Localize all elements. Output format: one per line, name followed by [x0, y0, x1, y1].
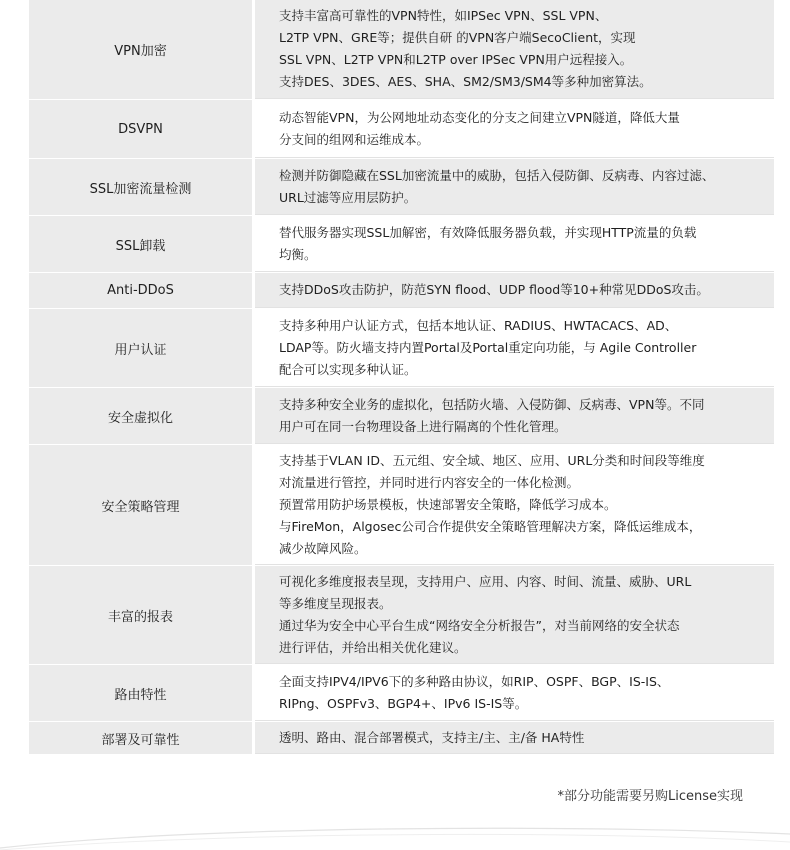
description-line: 替代服务器实现SSL加解密，有效降低服务器负载，并实现HTTP流量的负载 — [279, 224, 697, 240]
description-line: L2TP VPN、GRE等；提供自研 的VPN客户端SecoClient，实现 — [279, 30, 636, 45]
description-line: SSL VPN、L2TP VPN和L2TP over IPSec VPN用户远程接入。 — [279, 52, 633, 67]
feature-name: Anti-DDoS — [29, 273, 255, 308]
feature-description — [255, 100, 774, 158]
table-row — [29, 159, 774, 216]
description-line: 预置常用防护场景模板，快速部署安全策略，降低学习成本。 — [279, 496, 617, 512]
feature-name: SSL卸载 — [29, 216, 255, 272]
feature-name: 路由特性 — [29, 665, 255, 721]
description-line: 支持基于VLAN ID、五元组、安全域、地区、应用、URL分类和时间段等维度 — [279, 452, 705, 468]
description-line: 可视化多维度报表呈现，支持用户、应用、内容、时间、流量、威胁、URL — [279, 573, 692, 589]
description-line: 等多维度呈现报表。 — [279, 595, 392, 611]
feature-description — [255, 722, 774, 754]
feature-name: 安全策略管理 — [29, 445, 255, 565]
description-line: 支持多种用户认证方式，包括本地认证、RADIUS、HWTACACS、AD、 — [279, 317, 678, 333]
description-line: 与FireMon，Algosec公司合作提供安全策略管理解决方案，降低运维成本， — [279, 518, 702, 534]
table-row — [29, 665, 774, 722]
table-row — [29, 566, 774, 665]
description-line: 减少故障风险。 — [279, 540, 367, 556]
feature-name: SSL加密流量检测 — [29, 159, 255, 215]
feature-description — [255, 216, 774, 272]
description-line: 透明、路由、混合部署模式，支持主/主、主/备 HA特性 — [279, 729, 585, 745]
description-line: RIPng、OSPFv3、BGP4+、IPv6 IS-IS等。 — [279, 695, 528, 711]
description-line: 支持DES、3DES、AES、SHA、SM2/SM3/SM4等多种加密算法。 — [279, 74, 652, 89]
description-line: URL过滤等应用层防护。 — [279, 189, 417, 205]
description-line: 通过华为安全中心平台生成“网络安全分析报告”，对当前网络的安全状态 — [279, 617, 680, 633]
feature-name: DSVPN — [29, 100, 255, 158]
feature-name: VPN加密 — [29, 0, 255, 99]
table-row — [29, 722, 774, 754]
table-row — [29, 445, 774, 566]
description-line: 对流量进行管控，并同时进行内容安全的一体化检测。 — [279, 474, 580, 490]
description-line: LDAP等。防火墙支持内置Portal及Portal重定向功能，与 Agile Controller — [279, 339, 697, 355]
table-row — [29, 0, 774, 100]
description-line: 支持DDoS攻击防护，防范SYN flood、UDP flood等10+种常见DDoS攻击。 — [279, 282, 709, 297]
description-line: 均衡。 — [279, 246, 317, 262]
table-row — [29, 388, 774, 445]
table-row — [29, 273, 774, 309]
description-line: 配合可以实现多种认证。 — [279, 361, 417, 377]
description-line: 分支间的组网和运维成本。 — [279, 131, 430, 147]
feature-description — [255, 0, 774, 99]
feature-spec-table — [29, 0, 774, 754]
description-line: 支持丰富高可靠性的VPN特性，如IPSec VPN、SSL VPN、 — [279, 8, 608, 23]
description-line: 支持多种安全业务的虚拟化，包括防火墙、入侵防御、反病毒、VPN等。不同 — [279, 396, 705, 412]
table-row — [29, 309, 774, 388]
feature-description — [255, 445, 774, 565]
feature-description — [255, 566, 774, 664]
feature-description — [255, 388, 774, 444]
feature-name: 部署及可靠性 — [29, 722, 255, 754]
table-row — [29, 100, 774, 159]
decorative-wave — [0, 820, 790, 850]
description-line: 检测并防御隐藏在SSL加密流量中的威胁，包括入侵防御、反病毒、内容过滤、 — [279, 167, 715, 183]
description-line: 全面支持IPV4/IPV6下的多种路由协议，如RIP、OSPF、BGP、IS-IS、 — [279, 673, 670, 689]
feature-description — [255, 665, 774, 721]
description-line: 进行评估，并给出相关优化建议。 — [279, 639, 467, 655]
feature-description — [255, 309, 774, 387]
feature-description — [255, 273, 774, 308]
description-line: 动态智能VPN，为公网地址动态变化的分支之间建立VPN隧道，降低大量 — [279, 109, 680, 125]
description-line: 用户可在同一台物理设备上进行隔离的个性化管理。 — [279, 418, 567, 434]
table-row — [29, 216, 774, 273]
feature-description — [255, 159, 774, 215]
feature-name: 安全虚拟化 — [29, 388, 255, 444]
license-footnote: *部分功能需要另购License实现 — [557, 789, 743, 804]
feature-name: 丰富的报表 — [29, 566, 255, 664]
feature-name: 用户认证 — [29, 309, 255, 387]
